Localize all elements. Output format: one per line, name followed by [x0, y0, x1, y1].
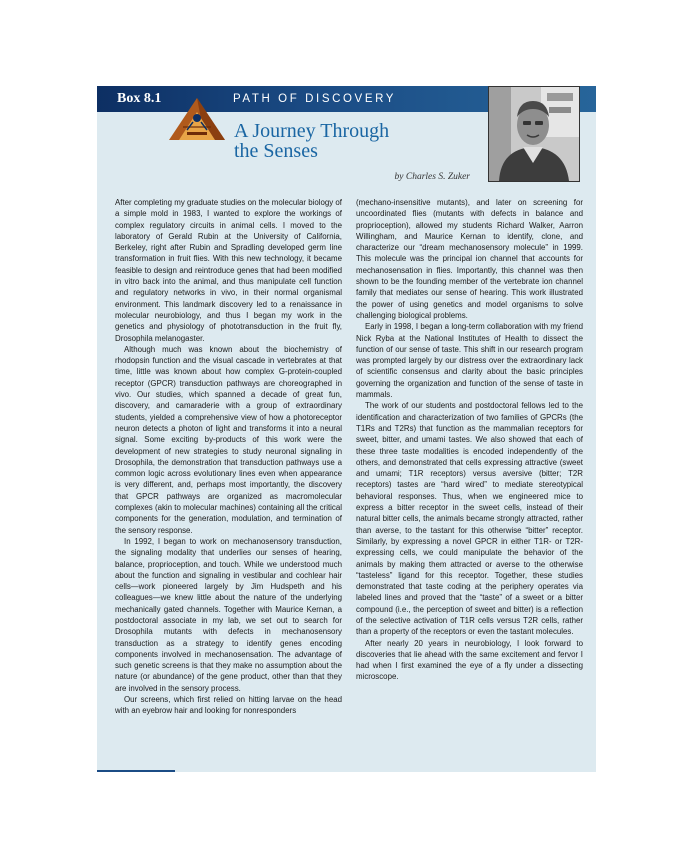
paragraph: Our screens, which first relied on hitting larvae on the head with an eyebrow hair and looking for nonresponders — [115, 695, 342, 716]
title-line-2: the Senses — [234, 140, 318, 162]
paragraph: After completing my graduate studies on the molecular biology of a simple mold in 1983, I wanted to explore the workings of complex regulatory circuits in animal cells. I moved to the laboratory of Gerald Rubin at the University of California, Berkeley, right after Rubin and Spradling developed germ line transformation in fruit flies. With this new technology, it became feasible to design and reintroduce genes that had been modified in vitro back into the animal, and thus manipulate cell function and regulatory networks in vivo, in their normal organismal environment. This landmark discovery led to a renaissance in molecular neurobiology, and thus I began my work in the genetics and physiology of phototransduction in the fruit fly, Drosophila melanogaster. — [115, 198, 342, 343]
author-portrait — [488, 86, 580, 182]
paragraph: Although much was known about the biochemistry of rhodopsin function and the visual cascade in vertebrates at that time, little was known about how complex G-protein-coupled receptor (GPCR) transduction pathways are choreographed in vivo. Our studies, which spanned a decade of great fun, discovery, and camaraderie with a group of extraordinary students, yielded a comprehensive view of how a photoreceptor neuron detects a photon of light and transforms it into a neural signal. Some exciting by-products of this work were the development of new strategies to study neuronal signaling in Drosophila, the demonstration that transduction pathways use a common logic across evolutionary lines even when appearance is very different, and, perhaps most importantly, the discovery that GPCR pathways are organized as macromolecular complexes (akin to molecular machines) containing all the critical components for the generation, modulation, and termination of the sensory response. — [115, 344, 342, 535]
paragraph: In 1992, I began to work on mechanosensory transduction, the signaling modality that underlies our senses of hearing, balance, proprioception, and touch. While we understood much about the function and signaling in vestibular and cochlear hair cells—work pioneered largely by Jim Hudspeth and his colleagues—we knew little about the nature of the underlying mechanically gated channels. Together with Maurice Kernan, a postdoctoral associate in my lab, we set out to search for Drosophila mutants with defects in mechanosensory transduction as a strategy to identify genes encoding components involved in mechanosensation. The advantage of such genetic screens is that they make no assumption about the nature (or abundance) of the gene product, other than that they are involved in the sensory process. — [115, 536, 342, 693]
body-column-right — [356, 197, 583, 683]
series-title: PATH OF DISCOVERY — [233, 93, 397, 105]
paragraph: (mechano-insensitive mutants), and later on screening for uncoordinated flies (mutants with defects in balance and proprioception), allowed my students Richard Walker, Aarron Willingham, and Maurice Kernan to identify, clone, and characterize our “dream mechanosensory molecule” in 1999. This molecule was the principal ion channel that accounts for mechanosensation in flies. Importantly, this channel was then shown to be the founding member of the vertebrate ion channel family that mediates our sense of hearing. This work illustrated the power of using genetics and model organisms to solve challenging biological problems. — [356, 198, 583, 320]
title-line-1: A Journey Through — [234, 120, 390, 142]
portrait-illustration — [489, 87, 579, 181]
pyramid-logo-icon — [165, 96, 229, 140]
article-title — [234, 121, 484, 161]
paragraph: After nearly 20 years in neurobiology, I look forward to discoveries that lie ahead with the same excitement and fervor I had when I first examined the eye of a fly under a dissecting microscope. — [356, 638, 583, 682]
bottom-rule — [97, 770, 175, 772]
byline: by Charles S. Zuker — [394, 172, 470, 182]
paragraph: Early in 1998, I began a long-term collaboration with my friend Nick Ryba at the National Institutes of Health to dissect the function of our sense of taste. This shift in our research program was prompted largely by our distress over the extraordinary lack of scientific consensus and clarity about the basic principles governing the organization and function of the sense of taste in mammals. — [356, 322, 583, 400]
box-number: Box 8.1 — [117, 91, 162, 106]
paragraph: The work of our students and postdoctoral fellows led to the identification and characterization of two families of GPCRs (the T1Rs and T2Rs) that function as the mammalian receptors for sweet, bitter, and umami tastes. We also showed that each of these three taste modalities is encoded independently of the others, and demonstrated that cells expressing attractive (sweet and umami; T1R receptors) versus aversive (bitter; T2R receptors) tastes are “hard wired” to mediate stereotypical behavioral responses. Thus, when we engineered mice to express a bitter receptor in the sweet cells, instead of their natural bitter cells, the animals became strongly attracted, rather than averse, to the tastant for this otherwise “bitter” receptor. Similarly, by expressing a novel GPCR in either T1R- or T2R-expressing cells, we could manipulate the behavior of the animals by making them attracted or averse to the otherwise “tasteless” ligand for this receptor. Together, these studies demonstrated that taste coding at the periphery operates via labeled lines and proved that the “taste” of a sweet or a bitter compound (i.e., the perception of sweet and bitter) is a reflection of the selective activation of T1R cells versus T2R cells, rather than a property of the receptors or even the tastant molecules. — [356, 401, 583, 637]
body-column-left — [115, 197, 342, 717]
